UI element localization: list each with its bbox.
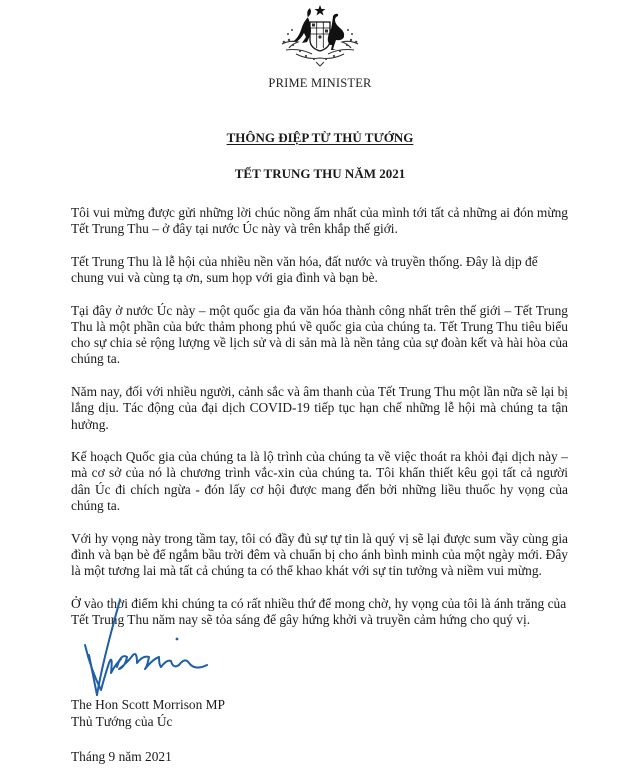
- coat-of-arms-icon: [276, 4, 364, 70]
- handwritten-signature-icon: [75, 595, 235, 700]
- paragraph: Với hy vọng này trong tầm tay, tôi có đầy đủ sự tự tin là quý vị sẽ lại được sum vầy cùng gia đình và bạn bè để ngắm bầu trời đêm và chuẩn bị cho ánh bình minh của một ngày mới. Đây là một tương lai mà tất cả chúng ta có thể khao khát với sự tin tưởng và niềm vui mừng.: [71, 530, 568, 578]
- paragraph: Năm nay, đối với nhiều người, cảnh sắc và âm thanh của Tết Trung Thu một lần nữa sẽ lại bị lắng dịu. Tác động của đại dịch COVID-19 tiếp tục hạn chế những lễ hội mà chúng ta tận hưởng.: [71, 384, 568, 432]
- document-subtitle: TẾT TRUNG THU NĂM 2021: [234, 166, 406, 181]
- signoff-block: [71, 697, 225, 730]
- paragraph: Kế hoạch Quốc gia của chúng ta là lộ trình của chúng ta về việc thoát ra khỏi đại dịch này – mà cơ sở của nó là chương trình vắc-xin của chúng ta. Tôi khẩn thiết kêu gọi tất cả người dân Úc đi chích ngừa - đón lấy cơ hội được mang đến bởi những liều thuốc hy vọng của chúng ta.: [71, 449, 568, 513]
- letter-body: [71, 205, 568, 645]
- document-title: [0, 130, 640, 146]
- paragraph: Tôi vui mừng được gửi những lời chúc nồng ấm nhất của mình tới tất cả những ai đón mừng Tết Trung Thu – ở đây tại nước Úc này và trên khắp thế giới.: [71, 205, 568, 237]
- paragraph: Tết Trung Thu là lễ hội của nhiều nền văn hóa, đất nước và truyền thống. Đây là dịp để chung vui và cùng tạ ơn, sum họp với gia đình và bạn bè.: [71, 253, 538, 286]
- office-letterhead: PRIME MINISTER: [268, 76, 372, 90]
- paragraph: Tại đây ở nước Úc này – một quốc gia đa văn hóa thành công nhất trên thế giới – Tết Trung Thu là một phần của bức thảm phong phú về quốc gia của chúng ta. Tết Trung Thu tiêu biểu cho sự chia sẻ rộng lượng về lịch sử và di sản mà là nền tảng của sự đoàn kết và hài hòa của chúng ta.: [71, 302, 568, 367]
- signatory-name: The Hon Scott Morrison MP: [71, 697, 225, 712]
- document-title-text: THÔNG ĐIỆP TỪ THỦ TƯỚNG: [226, 130, 414, 145]
- signatory-title: Thủ Tướng của Úc: [71, 713, 173, 729]
- paragraph: Ở vào thời điểm khi chúng ta có rất nhiều thứ để mong chờ, hy vọng của tôi là ánh trăng của Tết Trung Thu năm nay sẽ tỏa sáng để gây hứng khởi và truyền cảm hứng cho quý vị.: [71, 595, 567, 627]
- letter-date: Tháng 9 năm 2021: [71, 749, 172, 764]
